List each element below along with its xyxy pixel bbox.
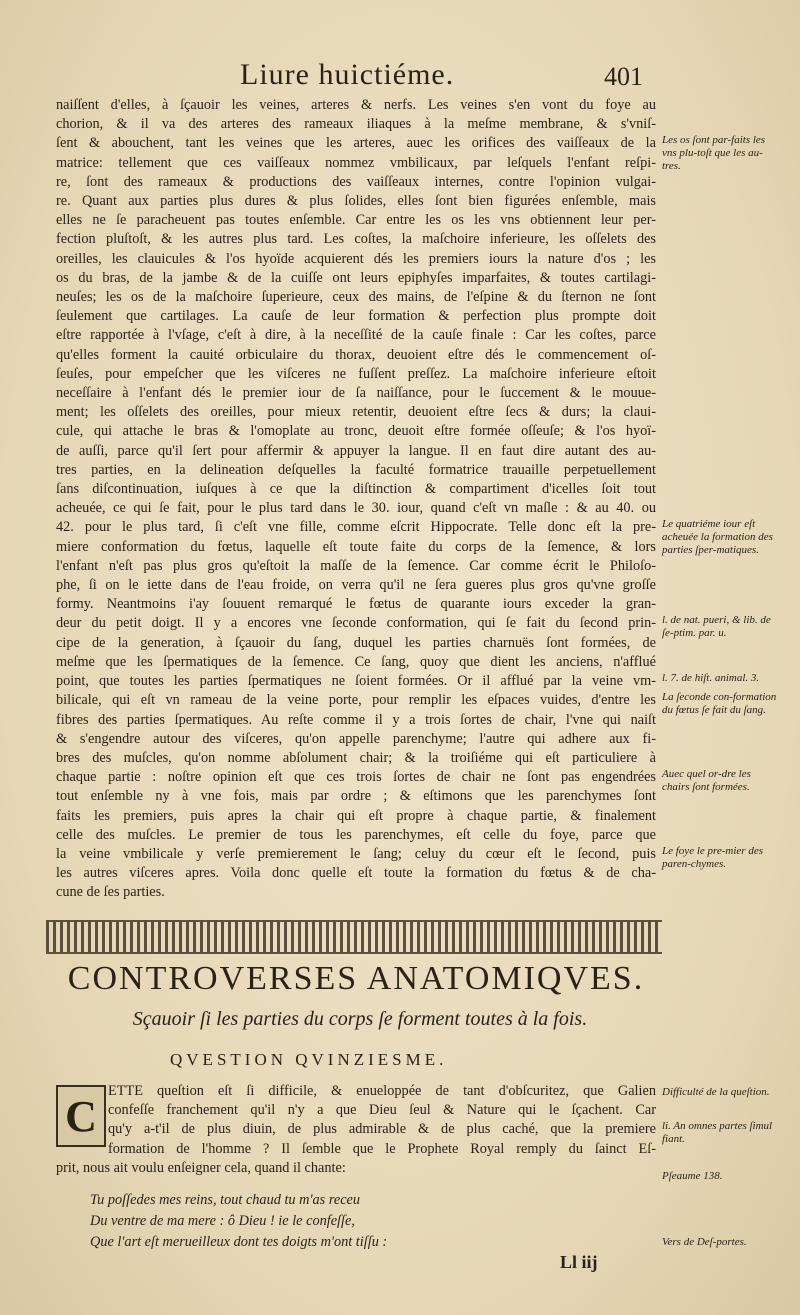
question-heading: QVESTION QVINZIESME. <box>170 1050 448 1069</box>
text-line: ſeuſes, pour empeſcher que les viſceres ne fuſſent preſſez. La maſchoire inferieure eſtoit <box>56 365 656 382</box>
running-head: Liure huictiéme. <box>240 58 455 91</box>
signature-mark: Ll iij <box>560 1252 598 1272</box>
margin-note: Le foye le pre-mier des paren-chymes. <box>662 844 764 870</box>
text-line: bilicale, qui eſt vn rameau de la veine porte, pour remplir les eſpaces vuides, d'entre les <box>56 692 656 709</box>
text-line: faits les premiers, puis apres la chair qui eſt propre à chaque partie, & finalement <box>56 807 656 824</box>
drop-cap-initial: C <box>56 1085 106 1147</box>
question-text <box>108 1082 656 1159</box>
psalm-verse <box>90 1190 570 1253</box>
text-line: tout enſemble ny à vne fois, mais par ordre ; & eſtimons que les parenchymes ſont <box>56 788 656 805</box>
text-line: os du bras, de la jambe & de la cuiſſe ont leurs epiphyſes imparfaites, & toutes cartilagi- <box>56 269 656 286</box>
text-line: cule, qui attache le bras & l'omoplate au tronc, deuoit eſtre formée oſſeuſe; & l'os hyoï- <box>56 423 656 440</box>
question-text-continuation: prit, nous ait voulu enſeigner cela, quand il chante: <box>56 1160 346 1176</box>
verse-line: Que l'art eſt merueilleux dont tes doigts m'ont tiſſu : <box>90 1234 388 1250</box>
text-line: tres parties, en la delineation deſquelles la faculté formatrice trauaille perpetuellement <box>56 461 656 478</box>
margin-note: Le quatriéme iour eſt acheuée la formation des parties ſper-matiques. <box>662 518 773 557</box>
text-line: celle des muſcles. Le premier de tous les parenchymes, eſt celle du foye, parce que <box>56 826 656 843</box>
margin-note: l. de nat. pueri, & lib. de ſe-ptim. par. u. <box>662 614 771 640</box>
text-line: phe, ſi on le iette dans de l'eau froide, on verra qu'il ne ſera gueres plus gros qu'vne groſſe <box>56 577 656 594</box>
text-line: la veine vmbilicale y verſe premierement le ſang; celuy du cœur eſt le ſecond, puis <box>56 845 656 862</box>
text-line: eſtre rapportée à l'vſage, c'eſt à dire, à la neceſſité de la cauſe finale : Car les coſtes, parce <box>56 327 656 344</box>
text-line: deur du petit doigt. Il y a encores vne ſeconde conformation, qui ſe fait du ſecond prin- <box>56 615 656 632</box>
margin-note: La ſeconde con-formation du fœtus ſe fait du ſang. <box>662 691 777 717</box>
text-line: chorion, & il va des arteres des rameaux iliaques à la meſme membrane, & s'vniſ- <box>56 116 656 133</box>
text-line: re, ſont des rameaux & productions des vaiſſeaux internes, contre l'opinion vulgai- <box>56 173 656 190</box>
text-line: l'enfant n'eſt pas plus gros qu'eſtoit la maſſe de la ſemence. Car comme écrit le Philoſo- <box>56 557 656 574</box>
margin-note: Les os ſont par-faits les vns plu-toſt que les au-tres. <box>662 134 766 173</box>
text-line: bres des muſcles, qu'on nomme abſolument chair; & la troiſiéme qui eſt particuliere à <box>56 749 656 766</box>
text-line: ſans diſcontinuation, iuſques à ce que la diſtinction & compartiment d'icelles ſoit tout <box>56 481 656 498</box>
text-line: de auſſi, parce qu'il ſert pour affermir & appuyer la langue. Il en faut dire autant des au- <box>56 442 656 459</box>
margin-note: li. An omnes partes ſimul fiant. <box>662 1120 773 1145</box>
question-line: qu'y a-t'il de plus diuin, de plus admirable & de plus caché, que la premiere <box>108 1121 656 1138</box>
text-line: oreilles, les clauicules & l'os hyoïde acquierent dés les premiers iours la nature d'os ; les <box>56 250 656 267</box>
text-line: meſme que les ſpermatiques de la ſemence. Ce ſang, quoy que dient les anciens, n'afflué <box>56 653 656 670</box>
margin-note: l. 7. de hiſt. animal. 3. <box>662 672 760 684</box>
text-line: ſeulement que cartilages. La cauſe de leur formation & perfection plus prompte doit <box>56 308 656 325</box>
text-line: point, que toutes les parties ſpermatiques ne ſoient formées. Or il afflué par la veine vm- <box>56 673 656 690</box>
text-line: neuſes; les os de la maſchoire ſuperieure, ceux des mains, de l'eſpine & du ſternon ne ſont <box>56 289 656 306</box>
verse-line: Du ventre de ma mere : ô Dieu ! ie le confeſſe, <box>90 1213 355 1229</box>
text-line: formy. Neantmoins i'ay ſouuent remarqué le fœtus de quarante iours exceder la gran- <box>56 596 656 613</box>
margin-note: Difficulté de la queſtion. <box>662 1086 770 1098</box>
text-line: acheuée, ce qui ſe fait, pour le plus tard dans le 30. iour, quand c'eſt vn maſle : & au 40. ou <box>56 500 656 517</box>
section-title: CONTROVERSES ANATOMIQVES. <box>67 960 645 997</box>
section-subtitle: Sçauoir ſi les parties du corps ſe forment toutes à la fois. <box>132 1008 588 1030</box>
text-line: miere conformation du fœtus, laquelle eſt toute faite du corps de la ſemence, & lors <box>56 538 656 555</box>
text-line: cipe de la generation, à ſçauoir du ſang, duquel les parties charnuës ſont formées, de <box>56 634 656 651</box>
margin-note: Vers de Deſ-portes. <box>662 1236 747 1248</box>
text-line: fibres des parties ſpermatiques. Au reſte comme il y a trois ſortes de chair, l'vne qui naiſt <box>56 711 656 728</box>
margin-notes <box>662 96 782 896</box>
main-text <box>56 96 656 903</box>
verse-line: Tu poſſedes mes reins, tout chaud tu m'as receu <box>90 1192 361 1208</box>
text-line: re. Quant aux parties plus dures & plus ſolides, elles ſont bien figurées enſemble, mais <box>56 193 656 210</box>
text-line: cune de ſes parties. <box>56 884 165 901</box>
text-line: fection pluſtoſt, & les autres plus tard. Les coſtes, la maſchoire inferieure, les oſſelets des <box>56 231 656 248</box>
text-line: les autres viſceres apres. Voila donc quelle eſt toute la formation du fœtus & de cha- <box>56 865 656 882</box>
question-line: confeſſe franchement qu'il n'y a que Dieu ſeul & Nature qui le ſçachent. Car <box>108 1102 656 1119</box>
text-line: qu'elles forment la cauité orbiculaire du thorax, deuoient eſtre dés le commencement oſ- <box>56 346 656 363</box>
text-line: ment; les oſſelets des oreilles, pour mieux retentir, deuoient eſtre ſecs & durs; la claui- <box>56 404 656 421</box>
text-line: elles ne ſe paracheuent pas toutes enſemble. Car entre les os les vns obtiennent leur per- <box>56 212 656 229</box>
text-line: chaque partie : noſtre opinion eſt que ces trois ſortes de chair ne ſont pas engendrées <box>56 769 656 786</box>
text-line: naiſſent d'elles, à ſçauoir les veines, arteres & nerfs. Les veines s'en vont du foye au <box>56 97 656 113</box>
text-line: & s'engendre autour des viſceres, qu'on appelle parenchyme; l'autre qui adhere aux fi- <box>56 730 656 747</box>
text-line: neceſſaire à l'enfant dés le premier iour de ſa naiſſance, pour le ſuccement & le mouue- <box>56 385 656 402</box>
text-line: 42. pour le plus tard, ſi c'eſt vne fille, comme eſcrit Hippocrate. Telle donc eſt la pre- <box>56 519 656 536</box>
margin-note: Auec quel or-dre les chairs ſont formées. <box>662 768 751 793</box>
page-number: 401 <box>604 62 643 91</box>
page-header <box>0 58 800 98</box>
text-line: ſent & abouchent, tant les veines que les arteres, auec les orifices des vaiſſeaux de la <box>56 135 656 152</box>
question-line: ETTE queſtion eſt ſi difficile, & enueloppée de tant d'obſcuritez, que Galien <box>108 1083 656 1099</box>
question-line: formation de l'homme ? Il ſemble que le Prophete Royal remply du ſainct Eſ- <box>108 1140 656 1157</box>
ornamental-band <box>46 920 662 954</box>
text-line: matrice: tellement que ces vaiſſeaux nommez vmbilicaux, par leſquels l'enfant reſpi- <box>56 154 656 171</box>
margin-note: Pſeaume 138. <box>662 1170 723 1182</box>
